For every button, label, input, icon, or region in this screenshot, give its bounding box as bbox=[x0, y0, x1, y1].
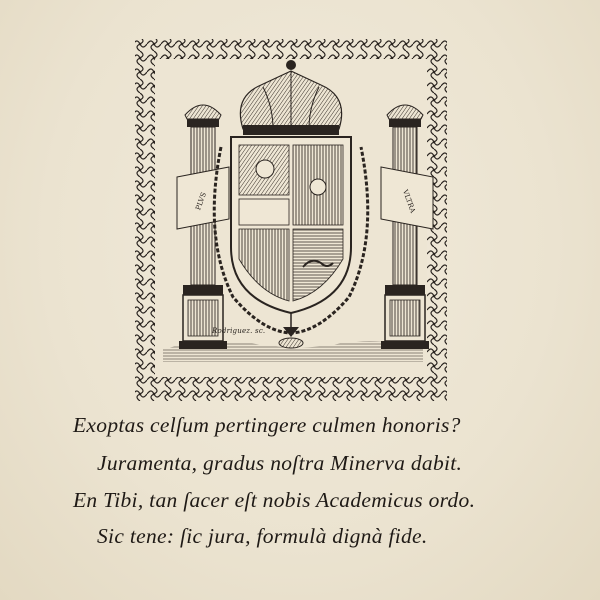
verse-line-4: Sic tene: ſic jura, formulà dignà fide. bbox=[97, 524, 428, 548]
right-banner-text: VLTRA bbox=[400, 188, 417, 215]
coat-of-arms-engraving bbox=[133, 37, 449, 403]
verse-line-2: Juramenta, gradus noſtra Minerva dabit. bbox=[97, 451, 463, 475]
left-banner bbox=[177, 167, 229, 229]
verse-line-1: Exoptas celſum pertingere culmen honoris? bbox=[73, 413, 461, 437]
shield bbox=[231, 137, 351, 313]
right-banner bbox=[381, 167, 433, 229]
engraver-signature: Rodriguez. sc. bbox=[212, 327, 266, 335]
left-banner-text: PLVS bbox=[194, 191, 209, 212]
verse-line-3: En Tibi, tan ſacer eſt nobis Academicus ordo. bbox=[73, 488, 476, 512]
